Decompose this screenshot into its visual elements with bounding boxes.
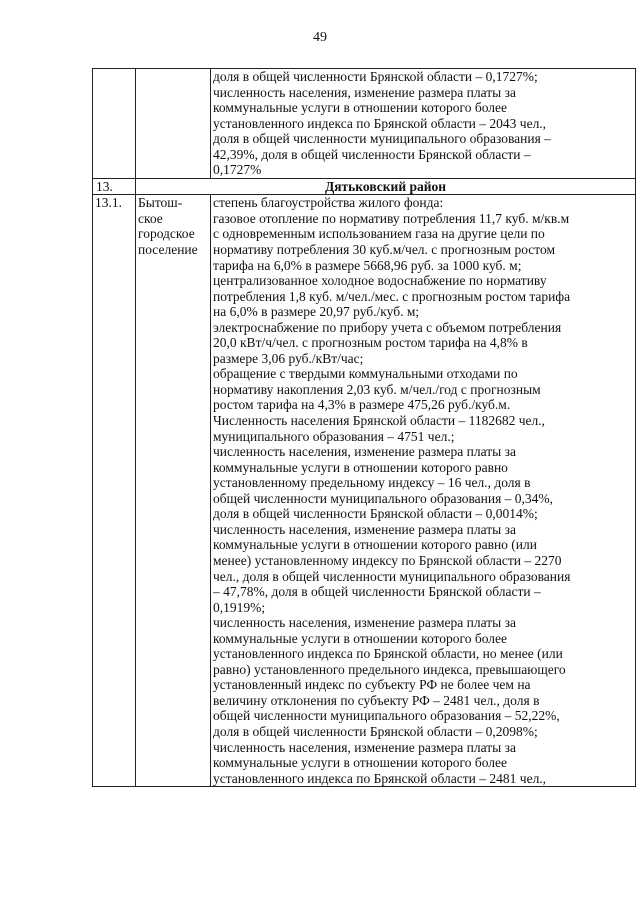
- text-line: коммунальные услуги в отношении которого более: [213, 100, 507, 116]
- section-row: [93, 178, 636, 195]
- text-line: величину отклонения по субъекту РФ – 2481 чел., доля в: [213, 692, 540, 708]
- text-line: обращение с твердыми коммунальными отходами по: [213, 366, 518, 382]
- section-number: 13.: [93, 178, 136, 195]
- continued-name-cell: [136, 69, 211, 179]
- tariff-table: [92, 68, 636, 787]
- text-line: муниципального образования – 4751 чел.;: [213, 428, 455, 444]
- text-line: 0,1919%;: [213, 599, 266, 615]
- text-line: численность населения, изменение размера платы за: [213, 521, 516, 537]
- text-line: доля в общей численности Брянской области – 0,1727%;: [213, 69, 538, 84]
- text-line: централизованное холодное водоснабжение по нормативу: [213, 273, 547, 289]
- text-line: установленного индекса по Брянской области – 2043 чел.,: [213, 115, 547, 131]
- text-line: тарифа на 6,0% в размере 5668,96 руб. за 1000 куб. м;: [213, 257, 522, 273]
- text-line: газовое отопление по нормативу потребления 11,7 куб. м/кв.м: [213, 210, 570, 226]
- text-line: 42,39%, доля в общей численности Брянской области –: [213, 146, 531, 162]
- municipality-row: [93, 195, 636, 787]
- text-line: доля в общей численности Брянской области – 0,0014%;: [213, 506, 538, 522]
- text-line: установленному предельному индексу – 16 чел., доля в: [213, 475, 531, 491]
- text-line: численность населения, изменение размера платы за: [213, 444, 516, 460]
- text-line: коммунальные услуги в отношении которого более: [213, 755, 507, 771]
- text-line: коммунальные услуги в отношении которого более: [213, 630, 507, 646]
- name-line: поселение: [138, 242, 198, 258]
- text-line: менее) установленному индексу по Брянской области – 2270: [213, 552, 562, 568]
- municipality-name-cell: [136, 195, 211, 787]
- text-line: численность населения, изменение размера платы за: [213, 739, 516, 755]
- text-line: доля в общей численности Брянской области – 0,2098%;: [213, 723, 538, 739]
- text-line: электроснабжение по прибору учета с объемом потребления: [213, 319, 562, 335]
- row-number: 13.1.: [93, 195, 136, 787]
- text-line: установленный индекс по субъекту РФ не более чем на: [213, 677, 531, 693]
- text-line: коммунальные услуги в отношении которого равно (или: [213, 537, 537, 553]
- text-line: потребления 1,8 куб. м/чел./мес. с прогнозным ростом тарифа: [213, 288, 571, 304]
- municipality-text-cell: [211, 195, 636, 787]
- text-line: установленного индекса по Брянской области – 2481 чел.,: [213, 770, 547, 786]
- text-line: чел., доля в общей численности муниципального образования: [213, 568, 571, 584]
- text-line: равно) установленного предельного индекса, превышающего: [213, 661, 566, 677]
- text-line: нормативу потребления 30 куб.м/чел. с прогнозным ростом: [213, 242, 556, 258]
- name-line: городское: [138, 226, 195, 242]
- text-line: с одновременным использованием газа на другие цели по: [213, 226, 545, 242]
- text-line: нормативу накопления 2,03 куб. м/чел./год с прогнозным: [213, 381, 541, 397]
- section-title: Дятьковский район: [136, 178, 636, 195]
- text-line: на 6,0% в размере 20,97 руб./куб. м;: [213, 304, 420, 320]
- name-line: Бытош-: [138, 195, 183, 211]
- text-line: численность населения, изменение размера платы за: [213, 615, 516, 631]
- text-line: 20,0 кВт/ч/чел. с прогнозным ростом тарифа на 4,8% в: [213, 335, 528, 351]
- continued-row: [93, 69, 636, 179]
- text-line: доля в общей численности муниципального образования –: [213, 131, 551, 147]
- continued-text-cell: [211, 69, 636, 179]
- text-line: Численность населения Брянской области – 1182682 чел.,: [213, 413, 545, 429]
- text-line: ростом тарифа на 4,3% в размере 475,26 руб./куб.м.: [213, 397, 511, 413]
- text-line: общей численности муниципального образования – 52,22%,: [213, 708, 560, 724]
- text-line: размере 3,06 руб./кВт/час;: [213, 350, 364, 366]
- name-line: ское: [138, 210, 163, 226]
- continued-number-cell: [93, 69, 136, 179]
- text-line: численность населения, изменение размера платы за: [213, 84, 516, 100]
- text-line: 0,1727%: [213, 162, 262, 178]
- text-line: общей численности муниципального образования – 0,34%,: [213, 490, 554, 506]
- page-number: 49: [313, 30, 327, 45]
- text-line: установленного индекса по Брянской области, но менее (или: [213, 646, 563, 662]
- text-line: степень благоустройства жилого фонда:: [213, 195, 444, 211]
- text-line: коммунальные услуги в отношении которого равно: [213, 459, 508, 475]
- text-line: – 47,78%, доля в общей численности Брянской области –: [213, 584, 541, 600]
